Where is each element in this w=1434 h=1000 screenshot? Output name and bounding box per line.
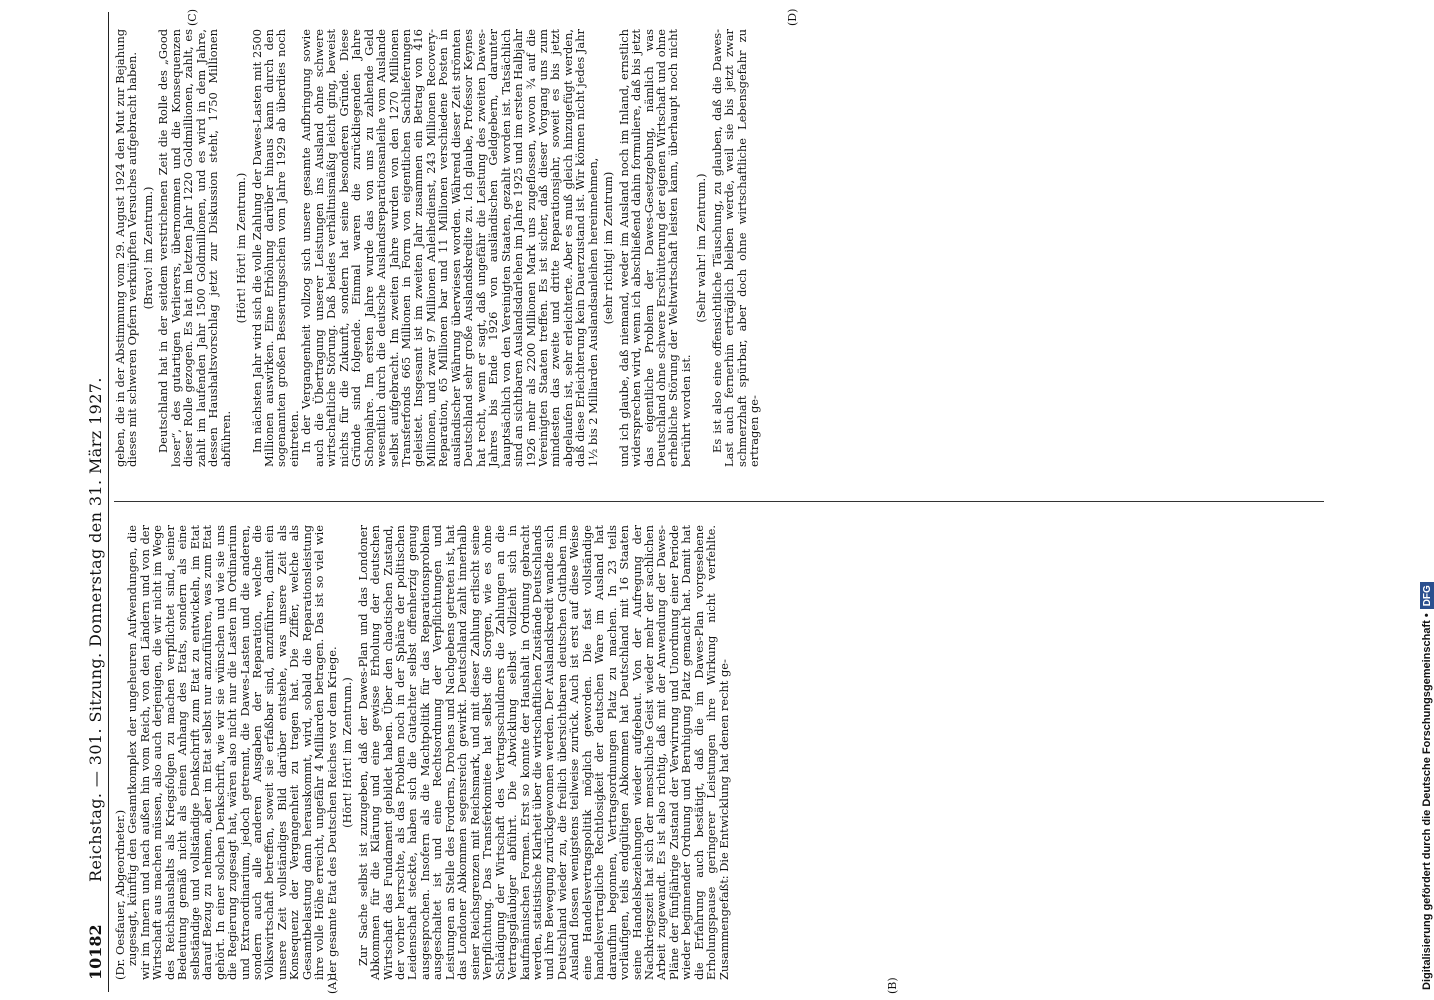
margin-mark-c: (C) bbox=[186, 9, 199, 26]
paragraph: Es ist also eine offensichtliche Täuschung, zu glauben, daß die Dawes-Last auch fernerhin erträglich bleiben werde, weil sie bis jetzt zwar schmerzhaft spürbar, aber doch ohne wirtschaftliche Lebensgefahr zu ertragen ge- bbox=[709, 29, 762, 467]
right-column bbox=[114, 29, 761, 467]
interjection: (Hört! Hört! im Zentrum.) bbox=[234, 172, 249, 324]
margin-mark-a: (A) bbox=[326, 977, 339, 994]
speaker-line: (Dr. Oesfauer, Abgeordneter.) bbox=[113, 809, 127, 980]
paragraph: Deutschland hat in der seitdem verstrichenen Zeit die Rolle des „Good loser“, des gutartigen Verlierers, übernommen und die Konsequenzen dieser Rolle gezogen. Es hat im letzten Jahr 1220 Goldmillionen, zahlt, es zahlt im laufenden Jahr 1500 Goldmillionen, und es wird in dem Jahre, dessen Haushaltsvorschlag jetzt zur Diskussion steht, 1750 Millionen abführen. bbox=[156, 29, 233, 467]
paragraph: In der Vergangenheit vollzog sich unsere gesamte Aufbringung sowie auch die Übertragung unserer Leistungen ins Ausland ohne schwere wirtschaftliche Störung. Daß beides verhältnismäßig leicht ging, beweist nichts für die Zukunft, sondern hat seine besonderen Gründe. Diese Gründe sind folgende. Einmal waren die zurückliegenden Jahre Schonjahre. Im ersten Jahre wurde das von uns zu zahlende Geld wesentlich durch die deutsche Auslandsreparationsanleihe vom Auslande selbst aufgebracht. Im zweiten Jahre wurden von den 1270 Millionen Transferfonds 665 Millionen in Form von eigentlichen Sachlieferungen geleistet. Insgesamt ist im zweiten Jahr zusammen ein Betrag von 416 Millionen, und zwar 97 Millionen Anleihedienst, 243 Millionen Recovery-Reparation, 65 Millionen bar und 11 Millionen verschiedene Posten in ausländischer Währung überwiesen worden. Während dieser Zeit strömten Deutschland sehr große Auslandskredite zu. Ich glaube, Professor Keynes hat recht, wenn er sagt, daß ungefähr die Leistung des zweiten Dawes-Jahres bis Ende 1926 von ausländischen Geldgebern, darunter hauptsächlich von den Vereinigten Staaten, gezahlt worden ist. Tatsächlich sind an sichtbaren Auslandsdarlehen im Jahre 1925 und im ersten Halbjahr 1926 mehr als 2200 Millionen Mark uns zugeflossen, wovon ¾ auf die Vereinigten Staaten treffen. Es ist sicher, daß dieser Vorgang uns zum mindesten das zweite und dritte Reparationsjahr, soweit es bis jetzt abgelaufen ist, sehr erleichterte. Aber es muß gleich hinzugefügt werden, daß diese Erleichterung kein Dauerzustand ist. Wir können nicht jedes Jahr 1½ bis 2 Milliarden Auslandsanleihen hereinnehmen, bbox=[299, 29, 600, 467]
page-number: 10182 bbox=[86, 924, 105, 980]
page-title: Reichstag. — 301. Sitzung. Donnerstag den 31. März 1927. bbox=[86, 377, 105, 882]
margin-mark-d: (D) bbox=[786, 8, 799, 26]
dfg-logo: DFG bbox=[1420, 582, 1434, 609]
paragraph: Zur Sache selbst ist zuzugeben, daß der Dawes-Plan und das Londoner Abkommen für die Klärung und eine gewisse Erholung der deutschen Wirtschaft das Fundament gebildet haben. Über den chaotischen Zustand, der vorher herrschte, als das Problem noch in der Sphäre der politischen Leidenschaft steckte, haben sich die Gutachter selbst offenherzig genug ausgesprochen. Insofern als die Machtpolitik für das Reparationsproblem ausgeschaltet ist und eine Rechtsordnung der Verpflichtungen und Leistungen an Stelle des Forderns, Drohens und Nachgebens getreten ist, hat das Londoner Abkommen segensreich gewirkt. Deutschland zahlt innerhalb seiner Reichsgrenzen mit Reichsmark, und mit dieser Zahlung erlischt seine Verpflichtung. Das Transferkomitee hat selbst die Sorgen, wie es ohne Schädigung der Wirtschaft des Vertragsschuldners die Zahlungen an die Vertragsgläubiger abführt. Die Abwicklung selbst vollzieht sich in kaufmännischen Formen. Erst so konnte der Haushalt in Ordnung gebracht werden, statistische Klarheit über die wirtschaftlichen Zustände Deutschlands und ihre Bewegung zurückgewonnen werden. Der Auslandskredit wandte sich Deutschland wieder zu, die freilich übersichtbaren deutschen Guthaben im Ausland flossen wenigstens teilweise zurück. Auch ist erst auf diese Weise eine Handelsvertragspolitik möglich geworden. Die fast vollständige handelsvertragliche Rechtlosigkeit der deutschen Ware im Ausland hat daraufhin begonnen, Vertragsordnungen Platz zu machen. In 23 teils vorläufigen, teils endgültigen Abkommen hat Deutschland mit 16 Staaten seine Handelsbeziehungen wieder aufgebaut. Von der Aufregung der Nachkriegszeit hat sich der menschliche Geist wieder mehr der sachlichen Arbeit zugewandt. Es ist also richtig, daß mit der Anwendung der Dawes-Pläne der fünfjährige Zustand der Verwirrung und Unordnung einer Periode wieder beginnender Ordnung und Beruhigung Platz gemacht hat. Damit hat die Erfahrung auch bestätigt, daß die im Dawes-Plan vorgesehene Erholungspause geringerer Leistungen ihre Wirkung nicht verfehlte. Zusammengefaßt: Die Entwicklung hat denen recht ge- bbox=[355, 525, 731, 980]
paragraph: geben, die in der Abstimmung vom 29. August 1924 den Mut zur Bejahung dieses mit schweren Opfern verknüpften Versuches aufgebracht haben. bbox=[113, 29, 140, 467]
interjection: (Bravo! im Zentrum.) bbox=[140, 186, 155, 310]
interjection: (sehr richtig! im Zentrum) bbox=[601, 171, 616, 325]
watermark-text-container bbox=[1419, 10, 1434, 990]
document-page bbox=[86, 8, 1336, 994]
watermark-text: Digitalisierung gefördert durch die Deutsche Forschungsgemeinschaft • bbox=[1421, 613, 1433, 990]
paragraph: und ich glaube, daß niemand, weder im Ausland noch im Inland, ernstlich widersprechen wird, wenn ich abschließend dahin formuliere, daß bis jetzt das eigentliche Problem der Dawes-Gesetzgebung, nämlich was Deutschland ohne schwere Erschütterung der eigenen Wirtschaft und ohne erhebliche Störung der Weltwirtschaft leisten kann, überhaupt noch nicht berührt worden ist. bbox=[616, 29, 693, 467]
left-column bbox=[114, 525, 730, 980]
margin-mark-b: (B) bbox=[886, 977, 899, 994]
dfg-watermark bbox=[1419, 10, 1434, 990]
page-header bbox=[86, 12, 109, 992]
paragraph: Im nächsten Jahr wird sich die volle Zahlung der Dawes-Lasten mit 2500 Millionen auswirken. Eine Erhöhung darüber hinaus kann durch den sogenannten großen Besserungsschein vom Jahre 1929 ab überdies noch eintreten. bbox=[249, 29, 301, 467]
interjection: (Hört! Hört! im Zentrum.) bbox=[340, 677, 355, 828]
column-divider bbox=[114, 501, 1324, 502]
interjection: (Sehr wahr! im Zentrum.) bbox=[694, 173, 709, 323]
paragraph: zugesagt, künftig den Gesamtkomplex der ungeheuren Aufwendungen, die wir im Innern und nach außen hin vom Reich, von den Ländern und von der Wirtschaft aus machen müssen, also auch derjenigen, die wir nicht im Wege des Reichshaushalts als Kriegsfolgen zu machen verpflichtet sind, seiner Bedeutung gemäß nicht als einen Anhang des Etats, sondern als eine selbständige und vollständige Denkschrift zum Etat zu entwickeln, im Etat darauf Bezug zu nehmen, aber im Etat selbst nur anzuführen, was zum Etat gehört. In einer solchen Denkschrift, wie wir sie wünschen und wie sie uns die Regierung zugesagt hat, wären also nicht nur die Lasten im Ordinarium und Extraordinarium, jedoch getrennt, die Dawes-Lasten und die anderen, sondern auch alle anderen Ausgaben der Reparation, welche die Volkswirtschaft betreffen, soweit sie erfaßbar sind, anzuführen, damit ein unsere Zeit vollständiges Bild darüber entstehe, was unsere Zeit als Konsequenz der Vergangenheit zu tragen hat. Die Ziffer, welche als Gesamtbelastung dann herauskommt, wird, sobald die Reparationsleistung ihre volle Höhe erreicht, ungefähr 4 Milliarden betragen. Das ist so viel wie der gesamte Etat des Deutschen Reiches vor dem Kriege. bbox=[125, 525, 339, 980]
